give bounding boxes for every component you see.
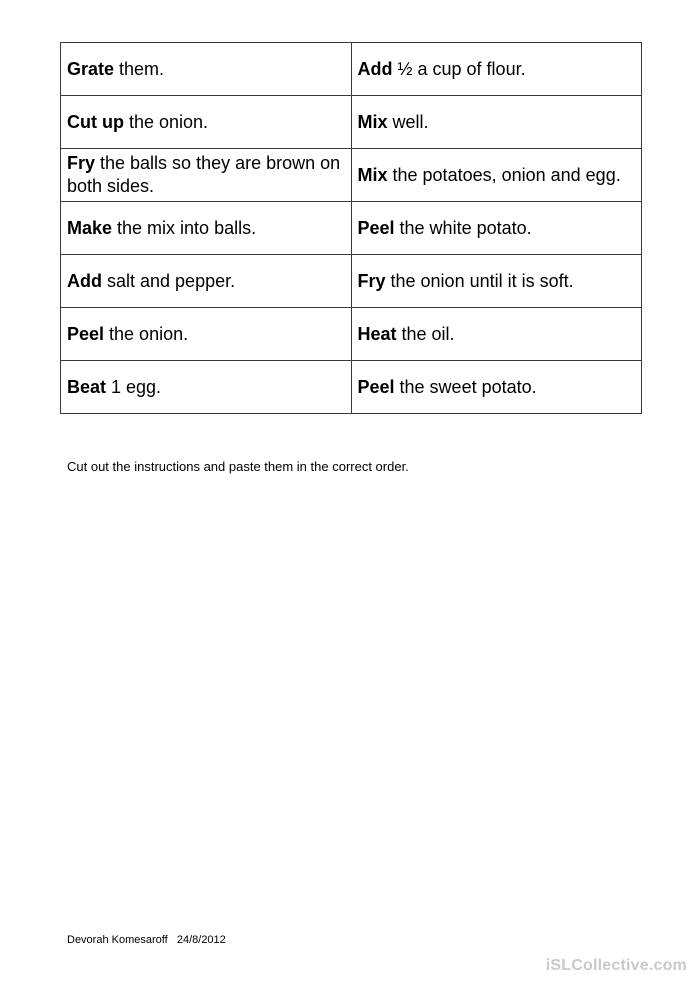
card-text: the onion. — [123, 111, 209, 132]
card-text: the white potato. — [394, 217, 532, 238]
card-text: well. — [387, 111, 429, 132]
table-row — [61, 96, 642, 149]
instruction-card — [61, 255, 352, 308]
card-text: salt and pepper. — [102, 270, 236, 291]
instruction-card — [351, 361, 642, 414]
site-watermark: iSLCollective.com — [545, 957, 687, 974]
table-row — [61, 149, 642, 202]
card-text: them. — [114, 58, 165, 79]
instruction-card — [351, 255, 642, 308]
card-verb: Mix — [357, 164, 388, 185]
instruction-card — [61, 202, 352, 255]
instruction-card — [61, 43, 352, 96]
card-verb: Fry — [67, 153, 96, 173]
instruction-card — [61, 96, 352, 149]
instruction-card — [351, 43, 642, 96]
card-text: the onion. — [104, 323, 189, 344]
card-verb: Beat — [67, 376, 107, 397]
card-text: the onion until it is soft. — [385, 270, 574, 291]
card-verb: Grate — [67, 58, 115, 79]
card-verb: Peel — [67, 323, 105, 344]
instruction-card — [351, 202, 642, 255]
table-row — [61, 361, 642, 414]
author-credit: Devorah Komesaroff 24/8/2012 — [67, 934, 226, 946]
card-verb: Add — [357, 58, 393, 79]
table-row — [61, 308, 642, 361]
worksheet-instruction: Cut out the instructions and paste them in the correct order. — [67, 459, 409, 474]
card-verb: Peel — [357, 217, 395, 238]
instruction-card — [351, 149, 642, 202]
card-verb: Fry — [357, 270, 386, 291]
card-verb: Heat — [357, 323, 397, 344]
card-text: the sweet potato. — [394, 376, 537, 397]
instruction-cards-table — [60, 42, 642, 414]
card-verb: Cut up — [67, 111, 124, 132]
table-row — [61, 43, 642, 96]
card-verb: Mix — [357, 111, 388, 132]
instruction-card — [351, 96, 642, 149]
instruction-card — [61, 308, 352, 361]
card-verb: Peel — [357, 376, 395, 397]
card-text: 1 egg. — [106, 376, 162, 397]
table-row — [61, 202, 642, 255]
card-verb: Add — [67, 270, 102, 291]
instruction-card — [61, 149, 352, 202]
card-text: the balls so they are brown on both sides. — [67, 153, 341, 196]
card-text: ½ a cup of flour. — [392, 58, 526, 79]
table-row — [61, 255, 642, 308]
instruction-card — [61, 361, 352, 414]
card-text: the potatoes, onion and egg. — [387, 164, 621, 185]
card-verb: Make — [67, 217, 113, 238]
card-text: the oil. — [396, 323, 455, 344]
instruction-card — [351, 308, 642, 361]
card-text: the mix into balls. — [112, 217, 257, 238]
